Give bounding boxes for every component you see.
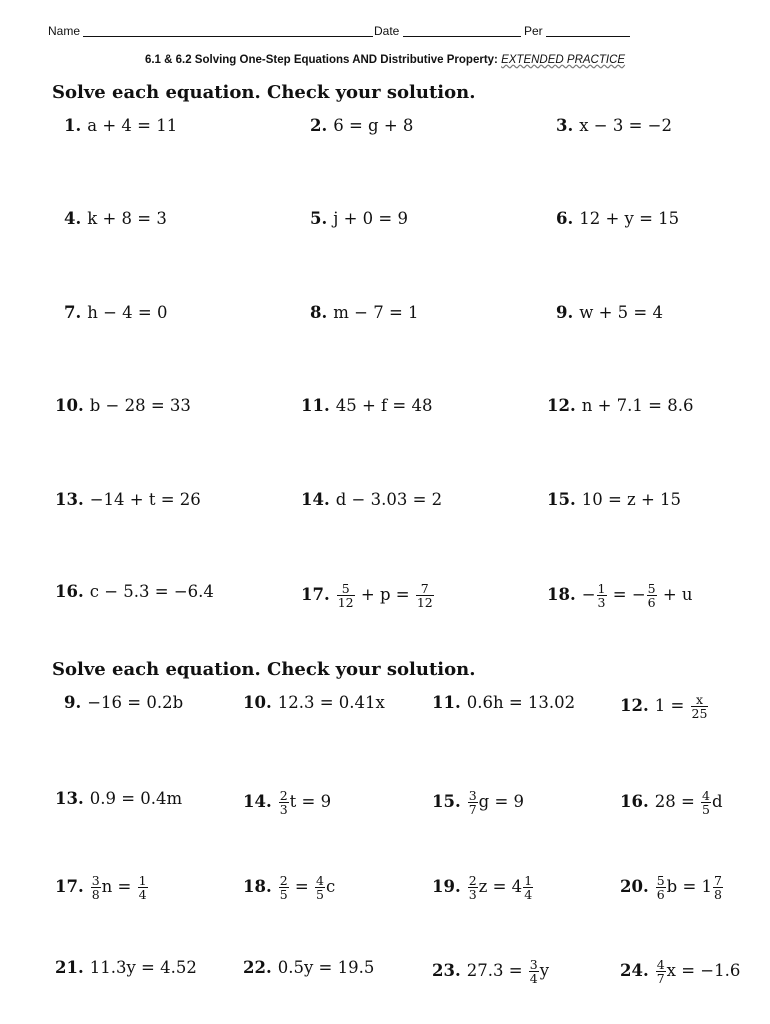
problem	[620, 874, 724, 901]
problem-equation: 6 = g + 8	[333, 116, 414, 135]
problem	[556, 116, 672, 135]
title-sub: EXTENDED PRACTICE	[501, 54, 626, 66]
problem-equation: d − 3.03 = 2	[335, 490, 443, 509]
fraction: $\frac{2}{3}$	[468, 873, 477, 903]
fraction: $\frac{1}{4}$	[138, 873, 147, 903]
problem-number: 3.	[556, 116, 574, 135]
fraction: $\frac{2}{5}$	[279, 873, 288, 903]
fraction: $\frac{2}{3}$	[279, 788, 288, 818]
problem-equation: k + 8 = 3	[87, 209, 167, 228]
fraction: $\frac{3}{4}$	[529, 957, 538, 987]
fraction: $\frac{3}{7}$	[468, 788, 477, 818]
problem-number: 4.	[64, 209, 82, 228]
problem-equation: $\frac{2}{3}$ t = 9	[279, 788, 332, 818]
problem	[620, 693, 709, 720]
problem-number: 15.	[432, 792, 461, 812]
fraction: $\frac{5}{6}$	[647, 581, 656, 611]
problem-number: 20.	[620, 877, 649, 897]
problem	[64, 693, 183, 712]
problem-equation: j + 0 = 9	[333, 209, 408, 228]
fraction: $\frac{5}{6}$	[656, 873, 665, 903]
problem	[310, 303, 419, 322]
problem-equation: 28 = $\frac{4}{5}$ d	[654, 788, 723, 818]
problem-equation: $\frac{5}{6}$ b = 1 $\frac{7}{8}$	[656, 873, 722, 903]
title-main: 6.1 & 6.2 Solving One-Step Equations AND Distributive Property:	[144, 54, 502, 66]
fraction: $\frac{3}{8}$	[91, 873, 100, 903]
problem-equation: 10 = z + 15	[581, 490, 682, 509]
problem-equation: x − 3 = −2	[579, 116, 672, 135]
problem	[55, 490, 201, 509]
problem	[432, 789, 524, 816]
problem-number: 19.	[432, 877, 461, 897]
problem	[64, 303, 168, 322]
problem-number: 18.	[547, 585, 576, 605]
problem-equation: w + 5 = 4	[579, 303, 663, 322]
problem	[301, 582, 435, 609]
problem-number: 2.	[310, 116, 328, 135]
problem	[64, 209, 167, 228]
problem-number: 5.	[310, 209, 328, 228]
problem-equation: 11.3y = 4.52	[89, 958, 197, 977]
problem-number: 23.	[432, 961, 461, 981]
problem-equation: a + 4 = 11	[87, 116, 178, 135]
problem	[301, 396, 432, 415]
problem-number: 11.	[301, 396, 330, 415]
problem-equation: −14 + t = 26	[89, 490, 201, 509]
problem	[243, 874, 335, 901]
fraction: $\frac{7}{8}$	[714, 873, 722, 903]
fraction: $\frac{1}{4}$	[524, 873, 533, 903]
problem	[55, 582, 214, 601]
problem	[310, 116, 413, 135]
problem-equation: $\frac{2}{3}$ z = 4 $\frac{1}{4}$	[468, 873, 533, 903]
name-blank	[83, 24, 373, 37]
problem	[432, 874, 534, 901]
date-label: Date	[374, 24, 400, 38]
problem-number: 18.	[243, 877, 272, 897]
problem	[547, 396, 693, 415]
problem-number: 16.	[620, 792, 649, 812]
problem-number: 12.	[547, 396, 576, 415]
problem	[301, 490, 442, 509]
problem-number: 10.	[55, 396, 84, 415]
problem-number: 9.	[556, 303, 574, 322]
worksheet-title	[0, 54, 770, 66]
problem-equation: c − 5.3 = −6.4	[89, 582, 214, 601]
problem	[556, 209, 679, 228]
problem	[432, 958, 549, 985]
section2-heading: Solve each equation. Check your solution.	[52, 659, 476, 680]
name-label: Name	[48, 24, 81, 38]
problem-number: 17.	[55, 877, 84, 897]
problem	[243, 958, 374, 977]
problem-equation: $\frac{3}{7}$ g = 9	[468, 788, 525, 818]
problem-equation: 0.5y = 19.5	[277, 958, 375, 977]
problem-equation: 12 + y = 15	[579, 209, 680, 228]
fraction: $\frac{1}{3}$	[597, 581, 606, 611]
problem-number: 24.	[620, 961, 649, 981]
date-field[interactable]	[374, 24, 521, 38]
problem-number: 14.	[301, 490, 330, 509]
fraction: $\frac{4}{7}$	[656, 957, 665, 987]
problem-equation: $\frac{4}{7}$ x = −1.6	[656, 957, 741, 987]
problem-equation: 0.9 = 0.4m	[89, 789, 183, 808]
problem-number: 9.	[64, 693, 82, 712]
problem-number: 17.	[301, 585, 330, 605]
section1-heading: Solve each equation. Check your solution.	[52, 82, 476, 103]
problem	[556, 303, 663, 322]
problem-number: 13.	[55, 490, 84, 509]
problem	[620, 789, 723, 816]
date-blank	[403, 24, 521, 37]
problem-number: 12.	[620, 696, 649, 716]
problem-equation: 0.6h = 13.02	[466, 693, 576, 712]
problem-number: 14.	[243, 792, 272, 812]
fraction: $\frac{7}{12}$	[416, 581, 433, 611]
problem	[55, 958, 197, 977]
problem-number: 22.	[243, 958, 272, 977]
fraction: $\frac{x}{25}$	[691, 692, 708, 722]
problem-number: 11.	[432, 693, 461, 712]
problem	[55, 789, 182, 808]
problem-equation: $\frac{2}{5}$ = $\frac{4}{5}$ c	[279, 873, 336, 903]
problem	[432, 693, 575, 712]
problem-number: 21.	[55, 958, 84, 977]
problem-number: 10.	[243, 693, 272, 712]
problem-number: 7.	[64, 303, 82, 322]
problem-equation: −16 = 0.2b	[87, 693, 184, 712]
per-blank	[546, 24, 630, 37]
problem-equation: $\frac{3}{8}$ n = $\frac{1}{4}$	[91, 873, 147, 903]
problem-number: 1.	[64, 116, 82, 135]
problem-equation: 1 = $\frac{x}{25}$	[654, 692, 708, 722]
problem	[547, 582, 693, 609]
problem-equation: $\frac{5}{12}$ + p = $\frac{7}{12}$	[337, 581, 433, 611]
problem-equation: m − 7 = 1	[333, 303, 419, 322]
name-field[interactable]	[48, 24, 373, 38]
problem-number: 13.	[55, 789, 84, 808]
problem-number: 8.	[310, 303, 328, 322]
problem-equation: b − 28 = 33	[89, 396, 191, 415]
problem	[547, 490, 681, 509]
problem-number: 16.	[55, 582, 84, 601]
problem	[243, 693, 385, 712]
problem-equation: − $\frac{1}{3}$ = − $\frac{5}{6}$ + u	[581, 581, 693, 611]
fraction: $\frac{5}{12}$	[337, 581, 354, 611]
problem	[310, 209, 408, 228]
problem	[64, 116, 177, 135]
problem	[243, 789, 331, 816]
fraction: $\frac{4}{5}$	[316, 873, 324, 903]
problem	[55, 874, 149, 901]
problem	[55, 396, 191, 415]
per-label: Per	[524, 24, 543, 38]
problem-number: 15.	[547, 490, 576, 509]
problem-equation: n + 7.1 = 8.6	[581, 396, 694, 415]
problem-equation: 45 + f = 48	[335, 396, 433, 415]
problem	[620, 958, 740, 985]
problem-equation: 27.3 = $\frac{3}{4}$ y	[466, 957, 550, 987]
fraction: $\frac{4}{5}$	[702, 788, 710, 818]
per-field[interactable]	[524, 24, 630, 38]
problem-equation: h − 4 = 0	[87, 303, 168, 322]
problem-equation: 12.3 = 0.41x	[277, 693, 385, 712]
problem-number: 6.	[556, 209, 574, 228]
